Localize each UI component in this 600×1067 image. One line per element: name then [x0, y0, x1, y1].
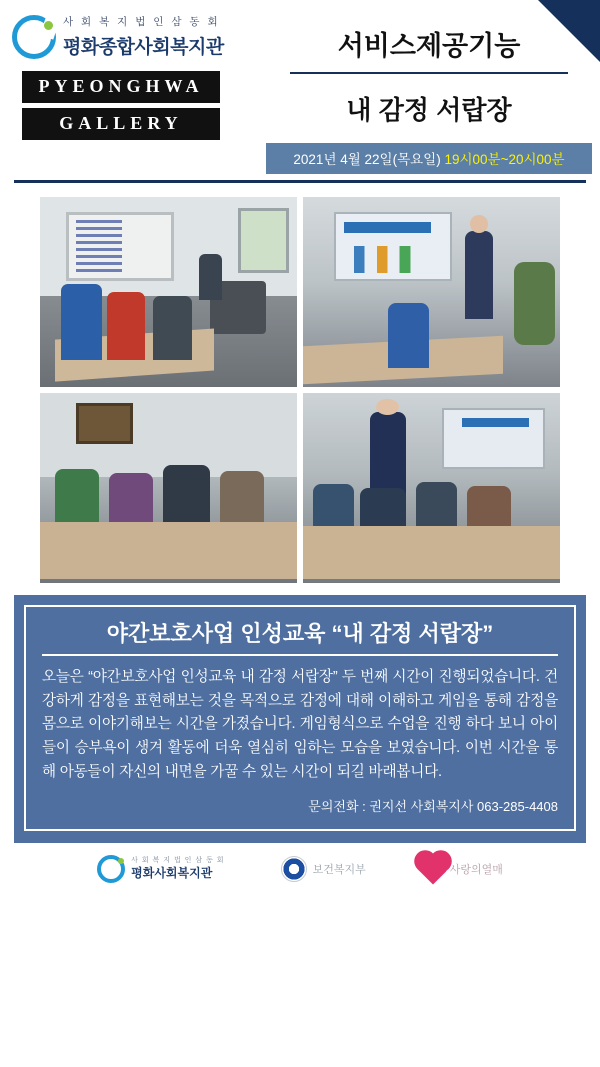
footer-logo-government-name: 보건복지부	[312, 864, 366, 877]
pyeonghwa-ring-icon-small	[97, 855, 125, 883]
footer-logo-government	[281, 856, 366, 882]
heart-icon	[417, 854, 448, 885]
taegeuk-icon	[281, 856, 307, 882]
category-title: 서비스제공기능	[337, 31, 521, 61]
organization-logo-text	[63, 14, 224, 59]
date-text: 2021년 4월 22일(목요일)	[293, 152, 445, 167]
footer-logo-fruit-of-love-name: 사랑의열매	[449, 864, 503, 877]
gallery-line-1: PYEONGHWA	[22, 71, 220, 103]
header-bottom-rule	[14, 180, 586, 183]
article-panel	[14, 595, 586, 843]
corner-triangle-decoration	[538, 0, 600, 62]
organization-logo	[0, 14, 258, 59]
organization-subtitle: 사 회 복 지 법 인 삼 동 회	[63, 16, 221, 28]
footer-logo-fruit-of-love	[422, 858, 503, 880]
header-right	[258, 0, 600, 172]
photo-1	[40, 197, 297, 387]
title-divider	[290, 72, 568, 74]
footer-logo-pyeonghwa-text	[131, 857, 224, 881]
date-badge	[266, 143, 592, 174]
photo-3	[40, 393, 297, 583]
time-text: 19시00분~20시00분	[444, 152, 565, 167]
gallery-badge	[22, 71, 220, 140]
poster-header	[0, 0, 600, 172]
photo-4	[303, 393, 560, 583]
article-inner	[24, 605, 576, 831]
organization-name: 평화종합사회복지관	[63, 37, 224, 58]
footer-logo-pyeonghwa-name: 평화사회복지관	[131, 866, 213, 881]
footer-logos	[0, 855, 600, 883]
photo-grid	[40, 197, 560, 583]
pyeonghwa-ring-icon	[12, 15, 56, 59]
article-contact: 문의전화 : 권지선 사회복지사 063-285-4408	[308, 799, 558, 815]
page-title: 내 감정 서랍장	[346, 95, 512, 125]
article-body: 오늘은 “야간보호사업 인성교육 내 감정 서랍장” 두 번째 시간이 진행되었습니다. 건강하게 감정을 표현해보는 것을 목적으로 감정에 대해 이해하고 게임을 통해 감정을 몸으로 이야기해보는 시간을 가졌습니다. 게임형식으로 수업을 진행 하다 보니 아이들이 승부욕이 생겨 활동에 더욱 열심히 임하는 모습을 보였습니다. 이번 시간을 통해 아동들이 자신의 내면을 가꿀 수 있는 시간이 되길 바래봅니다.	[42, 669, 558, 780]
gallery-line-2: GALLERY	[22, 108, 220, 140]
photo-2	[303, 197, 560, 387]
footer-logo-pyeonghwa	[97, 855, 224, 883]
article-title: 야간보호사업 인성교육 “내 감정 서랍장”	[42, 617, 558, 656]
footer-logo-pyeonghwa-subtitle: 사 회 복 지 법 인 삼 동 회	[131, 857, 225, 865]
header-left	[0, 0, 258, 172]
